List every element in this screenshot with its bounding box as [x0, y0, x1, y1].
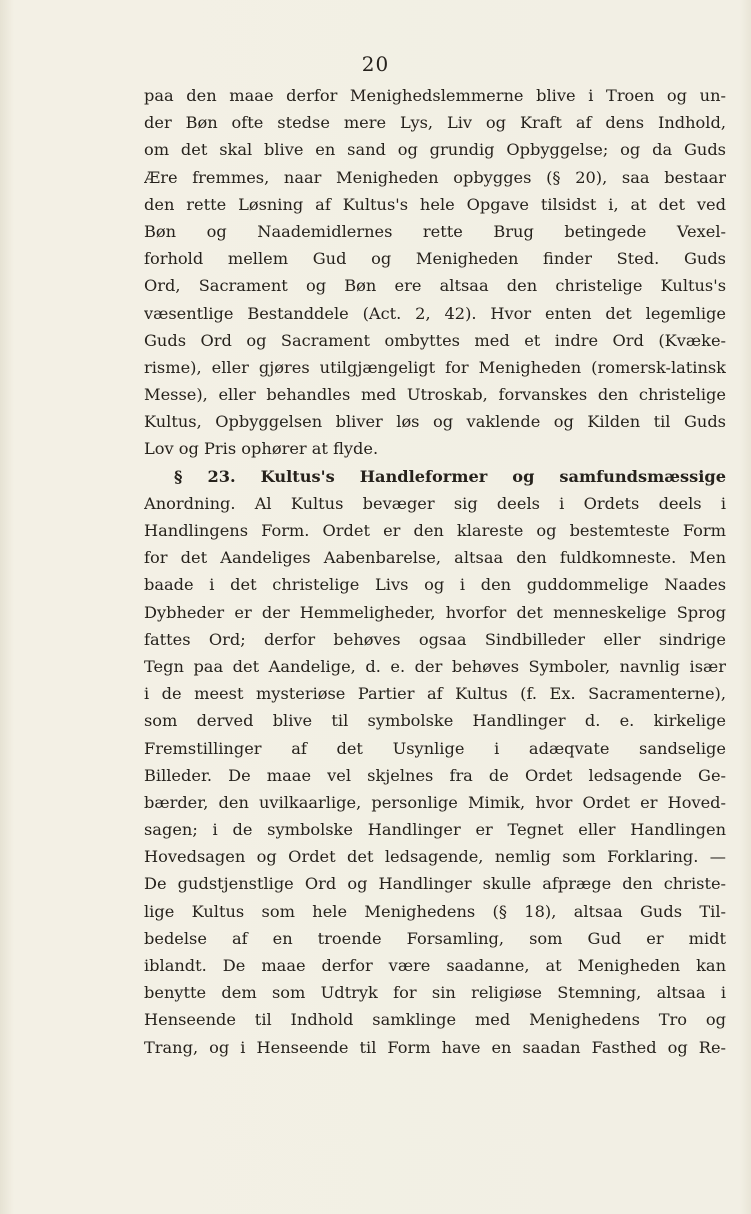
text-line: for det Aandeliges Aabenbarelse, altsaa den fuldkomneste. Men: [144, 548, 726, 568]
text-line: Henseende til Indhold samklinge med Menighedens Tro og: [144, 1010, 726, 1030]
text-line: Billeder. De maae vel skjelnes fra de Ordet ledsagende Ge-: [144, 765, 726, 785]
text-line: Guds Ord og Sacrament ombyttes med et indre Ord (Kvæke-: [144, 330, 726, 350]
text-line: sagen; i de symbolske Handlinger er Tegnet eller Handlingen: [144, 820, 726, 840]
text-line: Tegn paa det Aandelige, d. e. der behøves Symboler, navnlig især: [144, 656, 726, 676]
text-line: væsentlige Bestanddele (Act. 2, 42). Hvor enten det legemlige: [144, 303, 726, 323]
text-line: forhold mellem Gud og Menigheden finder Sted. Guds: [144, 249, 726, 269]
page-number: 20: [361, 52, 390, 76]
text-line: De gudstjenstlige Ord og Handlinger skulle afpræge den christe-: [144, 874, 726, 894]
text-line: Hovedsagen og Ordet det ledsagende, nemlig som Forklaring. —: [144, 847, 726, 867]
text-line: Messe), eller behandles med Utroskab, forvanskes den christelige: [144, 385, 726, 405]
text-line: Ære fremmes, naar Menigheden opbygges (§ 20), saa bestaar: [144, 167, 726, 187]
text-line: iblandt. De maae derfor være saadanne, at Menigheden kan: [144, 956, 726, 975]
text-line: baade i det christelige Livs og i den guddommelige Naades: [144, 575, 726, 595]
text-line: Handlingens Form. Ordet er den klareste og bestemteste Form: [144, 521, 726, 540]
text-line: Trang, og i Henseende til Form have en saadan Fasthed og Re-: [144, 1037, 726, 1057]
section-heading: [144, 463, 726, 490]
text-line: risme), eller gjøres utilgjængeligt for Menigheden (romersk-latinsk: [144, 357, 726, 377]
text-line: Dybheder er der Hemmeligheder, hvorfor det menneskelige Sprog: [144, 602, 726, 622]
text-line: fattes Ord; derfor behøves ogsaa Sindbilleder eller sindrige: [144, 629, 726, 649]
text-line: Bøn og Naademidlernes rette Brug betingede Vexel-: [144, 221, 726, 241]
section-number: § 23.: [174, 466, 236, 486]
section-title: Kultus's Handleformer og samfundsmæssige: [260, 466, 726, 486]
text-line: der Bøn ofte stedse mere Lys, Liv og Kraft af dens Indhold,: [144, 113, 726, 133]
text-line: lige Kultus som hele Menighedens (§ 18), altsaa Guds Til-: [144, 901, 726, 921]
text-line: Fremstillinger af det Usynlige i adæqvate sandselige: [144, 738, 726, 758]
text-line: paa den maae derfor Menighedslemmerne blive i Troen og un-: [144, 86, 726, 105]
text-line: i de meest mysteriøse Partier af Kultus (f. Ex. Sacramenterne),: [144, 684, 726, 704]
text-line: Lov og Pris ophører at flyde.: [144, 439, 379, 459]
page-text: [144, 82, 726, 1061]
text-line: som derved blive til symbolske Handlinger d. e. kirkelige: [144, 711, 726, 731]
text-line: Ord, Sacrament og Bøn ere altsaa den christelige Kultus's: [144, 276, 726, 296]
text-line: benytte dem som Udtryk for sin religiøse Stemning, altsaa i: [144, 983, 726, 1003]
text-line: Anordning. Al Kultus bevæger sig deels i Ordets deels i: [144, 493, 726, 513]
text-line: bedelse af en troende Forsamling, som Gud er midt: [144, 928, 726, 948]
text-line: Kultus, Opbyggelsen bliver løs og vaklende og Kilden til Guds: [144, 412, 726, 432]
text-line: om det skal blive en sand og grundig Opbyggelse; og da Guds: [144, 140, 726, 160]
text-line: den rette Løsning af Kultus's hele Opgave tilsidst i, at det ved: [144, 194, 726, 214]
text-line: bærder, den uvilkaarlige, personlige Mimik, hvor Ordet er Hoved-: [144, 792, 726, 812]
